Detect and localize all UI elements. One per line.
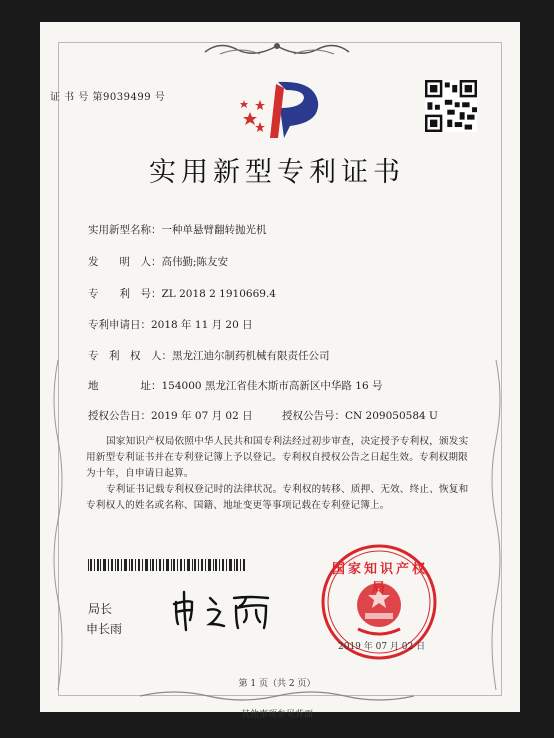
handwritten-signature-icon xyxy=(170,590,280,632)
signatory-name: 申长雨 xyxy=(86,622,123,636)
field-address xyxy=(88,378,382,393)
field-value: 高伟勤;陈友安 xyxy=(161,256,229,268)
announcement-date-label: 授权公告日： xyxy=(88,410,151,422)
right-ornament-icon xyxy=(488,360,504,690)
legal-status-paragraph: 专利证书记载专利权登记时的法律状况。专利权的转移、质押、无效、终止、恢复和专利权人的姓名或名称、国籍、地址变更等事项记载在专利登记簿上。 xyxy=(86,484,469,511)
bottom-note: 其他事项参见背面 xyxy=(240,710,313,720)
field-value: ZL 2018 2 1910669.4 xyxy=(161,288,276,300)
field-value: 一种单悬臂翻转抛光机 xyxy=(161,224,267,236)
field-label: 地 址： xyxy=(88,380,162,392)
announcement-number-value: CN 209050584 U xyxy=(345,410,438,422)
certificate-number: 证 书 号 第9039499 号 xyxy=(50,92,166,103)
bottom-ornament-icon xyxy=(140,688,414,704)
signatory-role: 局长 xyxy=(88,602,113,616)
barcode-icon xyxy=(88,559,246,571)
certificate-title: 实用新型专利证书 xyxy=(149,157,405,188)
field-label: 专 利 号： xyxy=(88,288,162,300)
field-application-date xyxy=(88,317,253,332)
field-label: 专 利 权 人： xyxy=(88,350,172,362)
seal-text-label: 国家知识产权局 xyxy=(331,562,428,596)
field-utility-model-name xyxy=(88,222,267,237)
announcement-number-label: 授权公告号： xyxy=(282,410,345,422)
field-label: 专利申请日： xyxy=(88,319,151,331)
field-announcement-number xyxy=(282,408,438,423)
cnipa-logo-icon xyxy=(240,78,324,140)
field-label: 发 明 人： xyxy=(88,256,162,268)
qr-code-icon xyxy=(425,80,477,132)
field-value: 154000 黑龙江省佳木斯市高新区中华路 16 号 xyxy=(161,380,383,392)
left-ornament-icon xyxy=(50,360,66,690)
grant-paragraph: 国家知识产权局依照中华人民共和国专利法经过初步审查，决定授予专利权，颁发实用新型专利证书并在专利登记簿上予以登记。专利权自授权公告之日起生效。专利权期限为十年，自申请日起算。 xyxy=(86,436,469,479)
announcement-date-value: 2019 年 07 月 02 日 xyxy=(151,410,253,422)
top-ornament-icon xyxy=(200,38,354,60)
seal-text xyxy=(330,554,430,650)
field-patent-number xyxy=(88,286,276,301)
field-inventor xyxy=(88,254,228,269)
page-number: 第 1 页（共 2 页） xyxy=(238,679,316,689)
field-announcement xyxy=(88,408,253,423)
field-value: 黑龙江迪尔制药机械有限责任公司 xyxy=(172,350,330,362)
field-label: 实用新型名称： xyxy=(88,224,162,236)
seal-date: 2019 年 07 月 02 日 xyxy=(338,642,426,652)
field-value: 2018 年 11 月 20 日 xyxy=(151,319,253,331)
field-patentee xyxy=(88,348,330,363)
